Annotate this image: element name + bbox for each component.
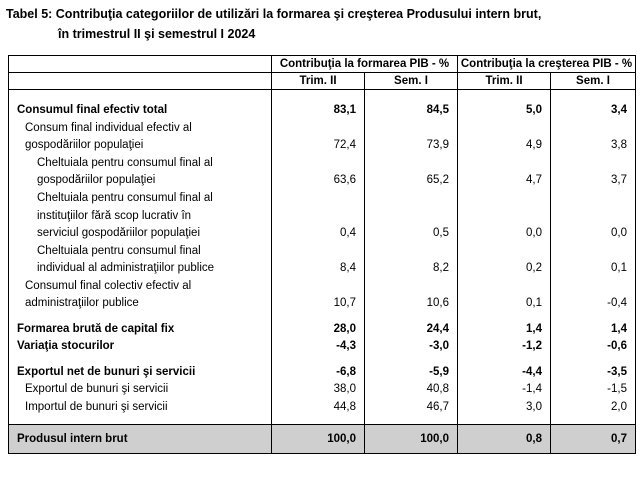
row-label: Variaţia stocurilor bbox=[9, 338, 272, 356]
header-group-growth: Contribuţia la creşterea PIB - % bbox=[458, 56, 636, 73]
row-label: Consum final individual efectiv al gospodăriilor populaţiei bbox=[9, 120, 272, 155]
header-sem-i-formation: Sem. I bbox=[365, 73, 458, 90]
table-row: Exportul net de bunuri şi servicii -6,8 -5,9 -4,4 -3,5 bbox=[9, 364, 636, 382]
table-row: Formarea brută de capital fix 28,0 24,4 1,4 1,4 bbox=[9, 321, 636, 339]
title-line-2: în trimestrul II şi semestrul I 2024 bbox=[58, 27, 256, 41]
row-label: Importul de bunuri şi servicii bbox=[9, 399, 272, 417]
header-group-formation: Contribuţia la formarea PIB - % bbox=[272, 56, 458, 73]
row-label: Exportul net de bunuri şi servicii bbox=[9, 364, 272, 382]
row-label: Cheltuiala pentru consumul final al instituţiilor fără scop lucrativ în serviciul gospodăriilor populaţiei bbox=[9, 190, 272, 243]
row-label: Cheltuiala pentru consumul final al gospodăriilor populaţiei bbox=[9, 155, 272, 190]
row-label: Consumul final colectiv efectiv al administraţiilor publice bbox=[9, 278, 272, 313]
row-label: Produsul intern brut bbox=[9, 425, 272, 454]
header-group-row bbox=[9, 56, 636, 73]
header-sem-i-growth: Sem. I bbox=[551, 73, 636, 90]
title-line-1: Tabel 5: Contribuţia categoriilor de utilizări la formarea şi creşterea Produsului intern brut, bbox=[6, 7, 542, 21]
row-label: Exportul de bunuri şi servicii bbox=[9, 381, 272, 399]
row-label: Formarea brută de capital fix bbox=[9, 321, 272, 339]
header-trim-ii-growth: Trim. II bbox=[458, 73, 551, 90]
gdp-contribution-table bbox=[8, 55, 636, 454]
gdp-total-row: Produsul intern brut 100,0 100,0 0,8 0,7 bbox=[9, 425, 636, 454]
row-label: Consumul final efectiv total bbox=[9, 102, 272, 120]
header-trim-ii-formation: Trim. II bbox=[272, 73, 365, 90]
table-row: Cheltuiala pentru consumul final individual al administraţiilor publice 8,4 8,2 0,2 0,1 bbox=[9, 243, 636, 278]
table-row: Consum final individual efectiv al gospodăriilor populaţiei 72,4 73,9 4,9 3,8 bbox=[9, 120, 636, 155]
table-row: Consumul final colectiv efectiv al administraţiilor publice 10,7 10,6 0,1 -0,4 bbox=[9, 278, 636, 313]
table-row: Importul de bunuri şi servicii 44,8 46,7 3,0 2,0 bbox=[9, 399, 636, 417]
table-row: Exportul de bunuri şi servicii 38,0 40,8 -1,4 -1,5 bbox=[9, 381, 636, 399]
table-title bbox=[6, 4, 541, 44]
table-row: Consumul final efectiv total 83,1 84,5 5,0 3,4 bbox=[9, 102, 636, 120]
table-row: Cheltuiala pentru consumul final al gospodăriilor populaţiei 63,6 65,2 4,7 3,7 bbox=[9, 155, 636, 190]
header-sub-row bbox=[9, 73, 636, 90]
row-label: Cheltuiala pentru consumul final individual al administraţiilor publice bbox=[9, 243, 272, 278]
table-row: Cheltuiala pentru consumul final al instituţiilor fără scop lucrativ în serviciul gospodăriilor populaţiei 0,4 0,5 0,0 0,0 bbox=[9, 190, 636, 243]
table-row: Variaţia stocurilor -4,3 -3,0 -1,2 -0,6 bbox=[9, 338, 636, 356]
